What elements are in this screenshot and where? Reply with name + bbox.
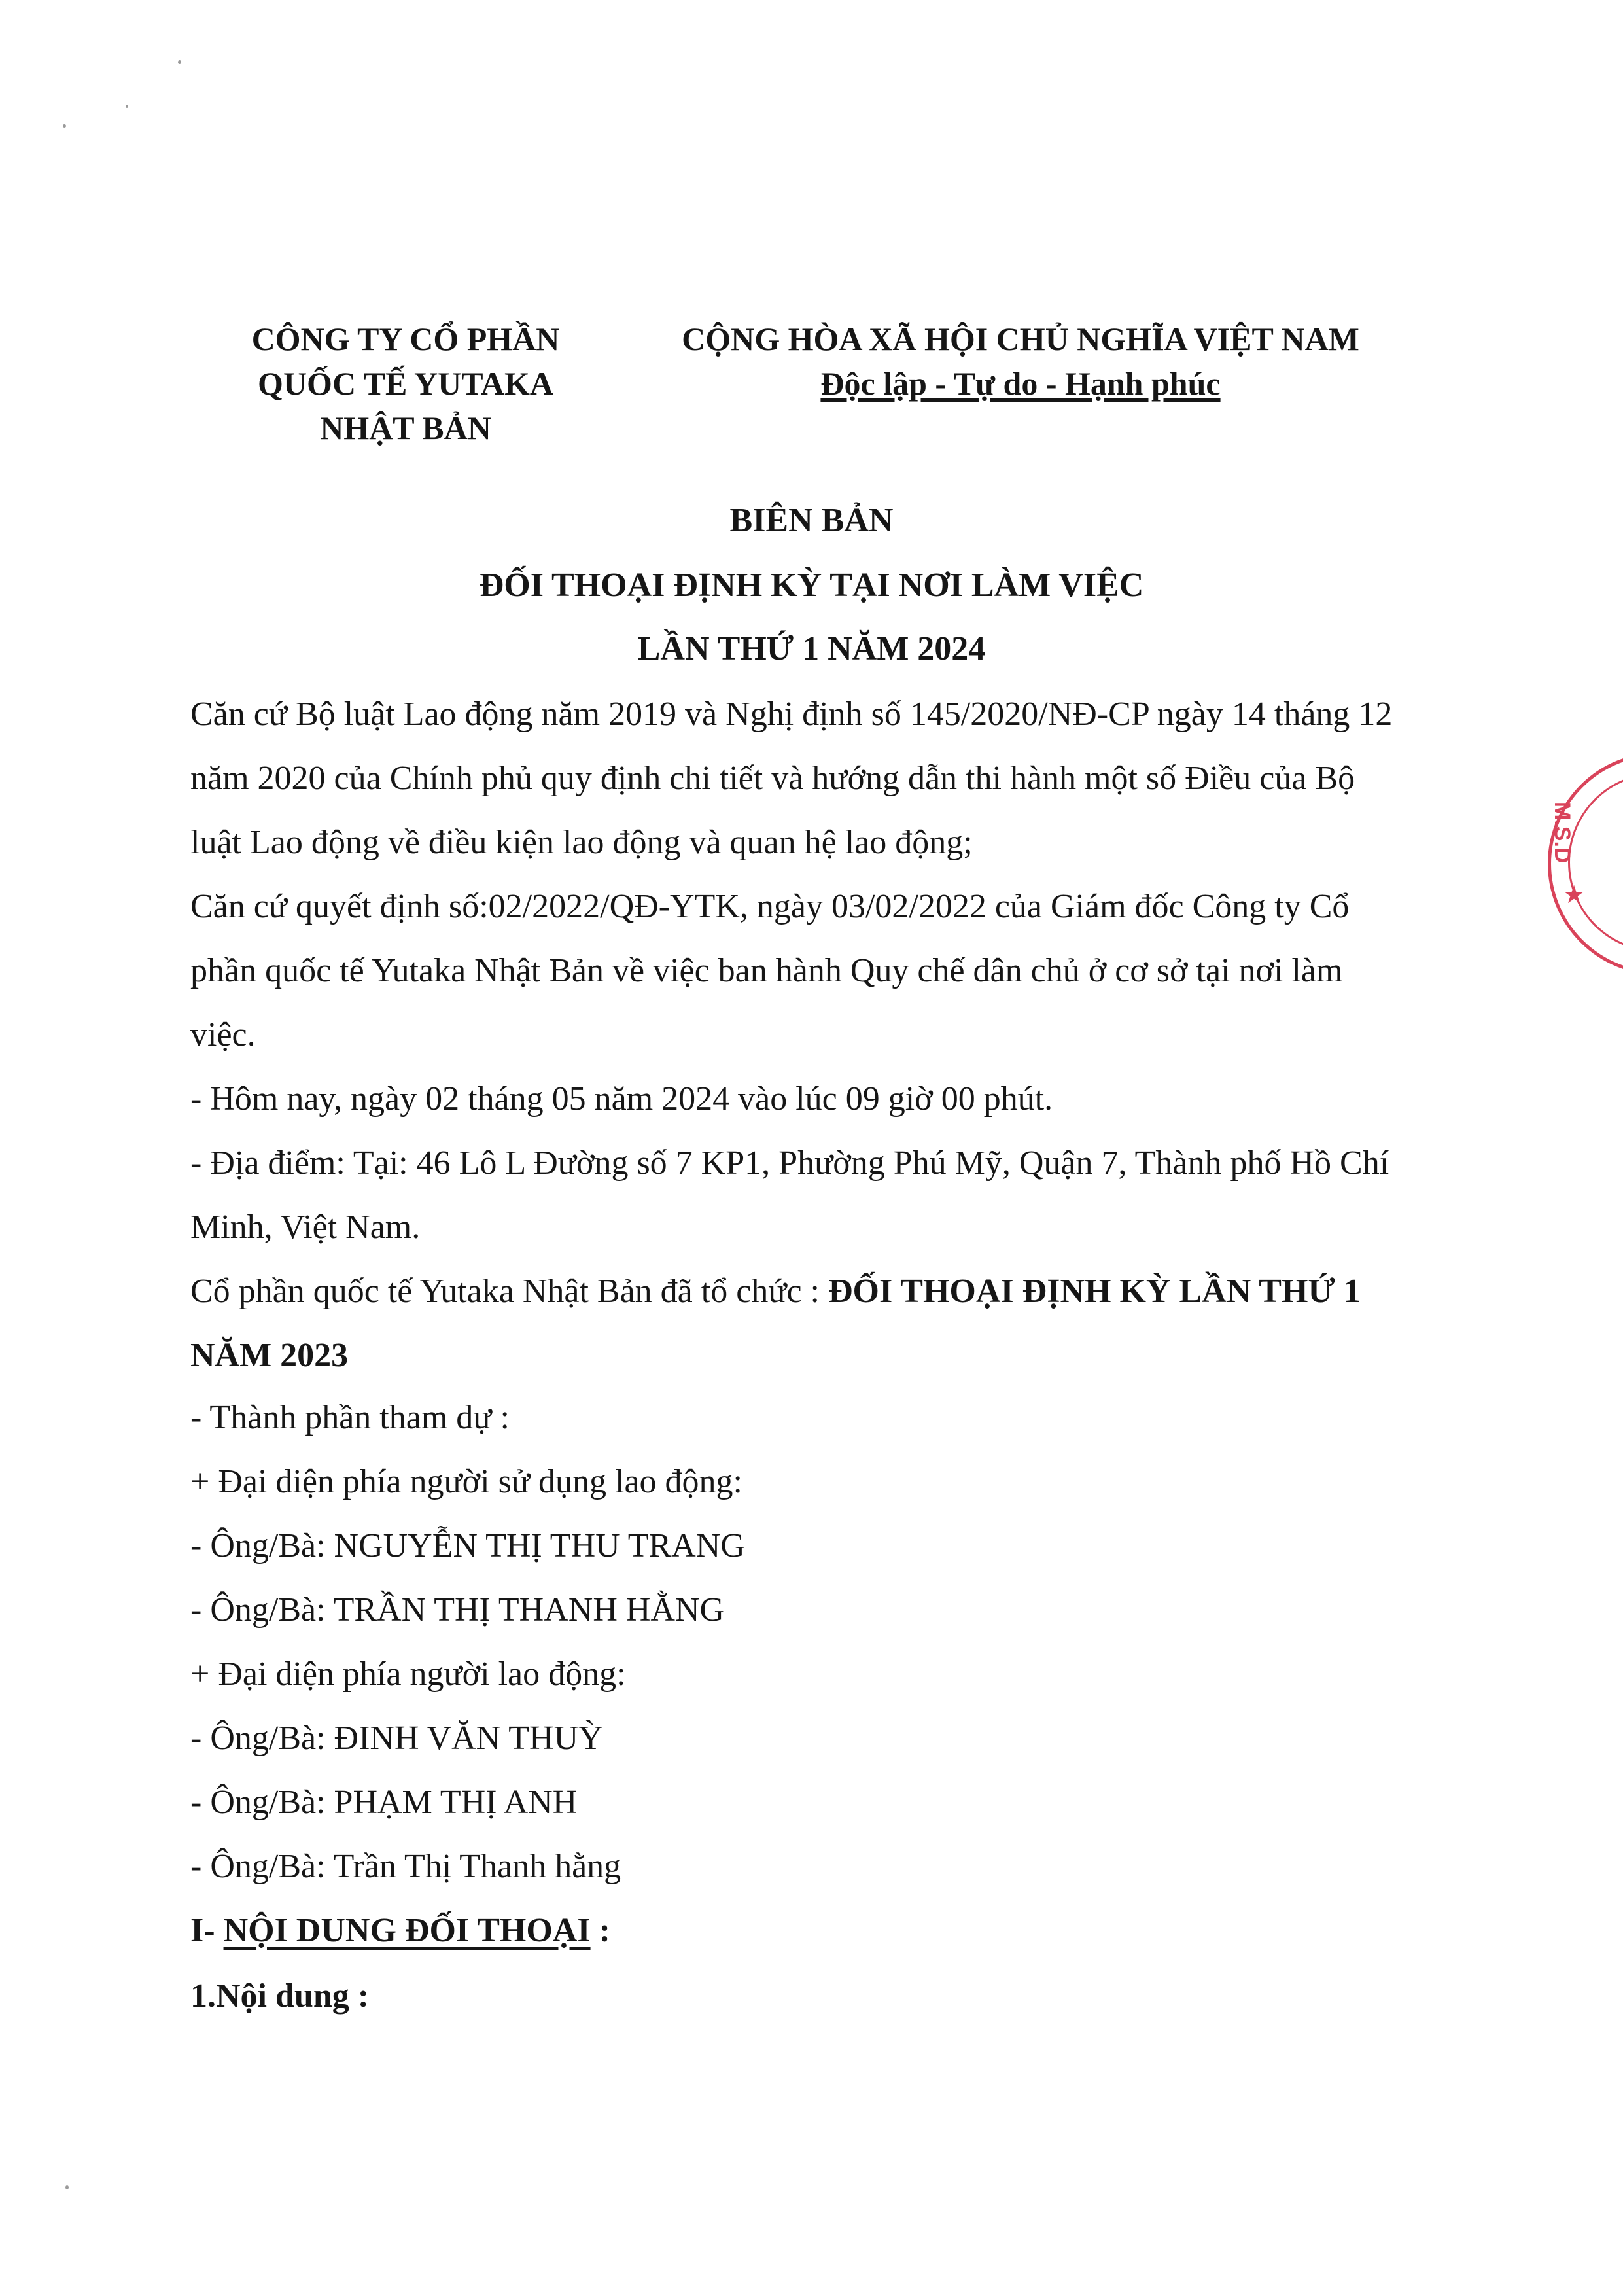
scan-speck [65,2185,69,2189]
scan-speck [178,60,181,64]
meeting-location: - Địa điểm: Tại: 46 Lô L Đường số 7 KP1, Phường Phú Mỹ, Quận 7, Thành phố Hồ Chí Minh, Việt Nam. [190,1144,1389,1246]
scan-speck [126,105,128,108]
national-motto: Độc lập - Tự do - Hạnh phúc [820,365,1221,402]
legal-basis-2: Căn cứ quyết định số:02/2022/QĐ-YTK, ngày 03/02/2022 của Giám đốc Công ty Cổ phần quốc tế Yutaka Nhật Bản về việc ban hành Quy chế dân chủ ở cơ sở tại nơi làm việc. [190,888,1350,1053]
employee-participant-3: - Ông/Bà: Trần Thị Thanh hằng [190,1848,621,1885]
doc-title-3: LẦN THỨ 1 NĂM 2024 [637,630,986,667]
stamp-star-icon: ★ [1563,880,1586,909]
doc-title-2: ĐỐI THOẠI ĐỊNH KỲ TẠI NƠI LÀM VIỆC [479,567,1144,604]
company-name [209,317,602,450]
employee-participant-1: - Ông/Bà: ĐINH VĂN THUỲ [190,1720,603,1757]
section-heading [190,1911,610,1951]
national-header [648,317,1393,406]
organized-prefix: Cổ phần quốc tế Yutaka Nhật Bản đã tổ chức : [190,1273,828,1310]
participants-heading: - Thành phần tham dự : [190,1399,510,1436]
stamp-text: M.S.D [1550,802,1575,864]
employee-participant-2: - Ông/Bà: PHẠM THỊ ANH [190,1784,578,1821]
employer-participant-2: - Ông/Bà: TRẦN THỊ THANH HẰNG [190,1591,725,1629]
subsection-heading: 1.Nội dung : [190,1977,370,2015]
organized-statement [190,1260,1407,1388]
organized-event: ĐỐI THOẠI ĐỊNH KỲ LẦN THỨ 1 NĂM 2023 [190,1273,1361,1374]
section-title: NỘI DUNG ĐỐI THOẠI [223,1912,591,1949]
section-number: I- [190,1912,224,1949]
doc-title-1: BIÊN BẢN [729,502,894,539]
scan-speck [63,124,66,128]
employer-participant-1: - Ông/Bà: NGUYỄN THỊ THU TRANG [190,1527,745,1564]
company-stamp [1548,752,1623,975]
meeting-date: - Hôm nay, ngày 02 tháng 05 năm 2024 vào lúc 09 giờ 00 phút. [190,1080,1053,1118]
legal-basis-1: Căn cứ Bộ luật Lao động năm 2019 và Nghị định số 145/2020/NĐ-CP ngày 14 tháng 12 năm 2020 của Chính phủ quy định chi tiết và hướng dẫn thi hành một số Điều của Bộ luật Lao động về điều kiện lao động và quan hệ lao động; [190,696,1393,861]
employer-rep-heading: + Đại diện phía người sử dụng lao động: [190,1463,742,1500]
company-line-3: NHẬT BẢN [320,410,491,446]
republic-name: CỘNG HÒA XÃ HỘI CHỦ NGHĨA VIỆT NAM [682,321,1359,357]
company-line-1: CÔNG TY CỔ PHẦN [251,321,560,357]
employee-rep-heading: + Đại diện phía người lao động: [190,1655,626,1693]
stamp-inner-ring [1568,773,1623,952]
section-suffix: : [590,1912,610,1949]
company-line-2: QUỐC TẾ YUTAKA [258,365,553,402]
